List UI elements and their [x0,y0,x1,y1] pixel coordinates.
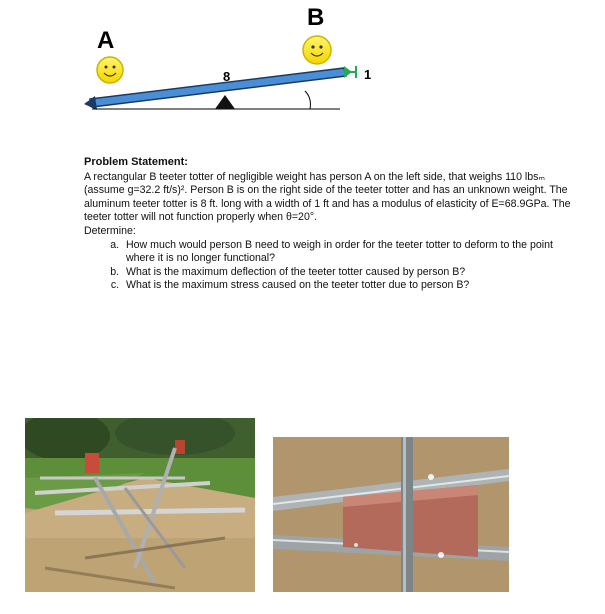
problem-heading: Problem Statement: [84,156,188,168]
teeter-totter-diagram [0,0,605,150]
question-b: b. What is the maximum deflection of the teeter totter caused by person B? [122,266,584,280]
beam-left-arrowhead [84,96,97,110]
person-a-face-icon [97,57,123,83]
person-b-face-icon [303,36,331,64]
teeter-closeup-photo [273,437,509,592]
playground-photo [25,418,255,592]
problem-body: A rectangular B teeter totter of negligible weight has person A on the left side, that weighs 110 lbsₘ (assume g=32.2 ft/s)². Person B is on the right side of the teeter totter and has an unknown weight. The aluminum teeter totter is 8 ft. long with a width of 1 ft and has a modulus of elasticity of E=68.9GPa. The teeter totter will not function properly when θ=20°. [84,170,571,224]
width-label: 1 [364,67,372,82]
length-label: 8 [223,69,231,84]
pivot-triangle [215,95,235,109]
questions-list [84,239,584,293]
teeter-beam [90,68,346,107]
question-c: c. What is the maximum stress caused on the teeter totter due to person B? [122,279,584,293]
question-a: a. How much would person B need to weigh in order for the teeter totter to deform to the point where it is no longer functional? [122,239,584,266]
person-b-label: B [307,4,325,31]
person-a-label: A [97,27,115,54]
problem-statement [84,156,584,293]
determine-label: Determine: [84,224,136,237]
angle-arc [305,91,310,109]
